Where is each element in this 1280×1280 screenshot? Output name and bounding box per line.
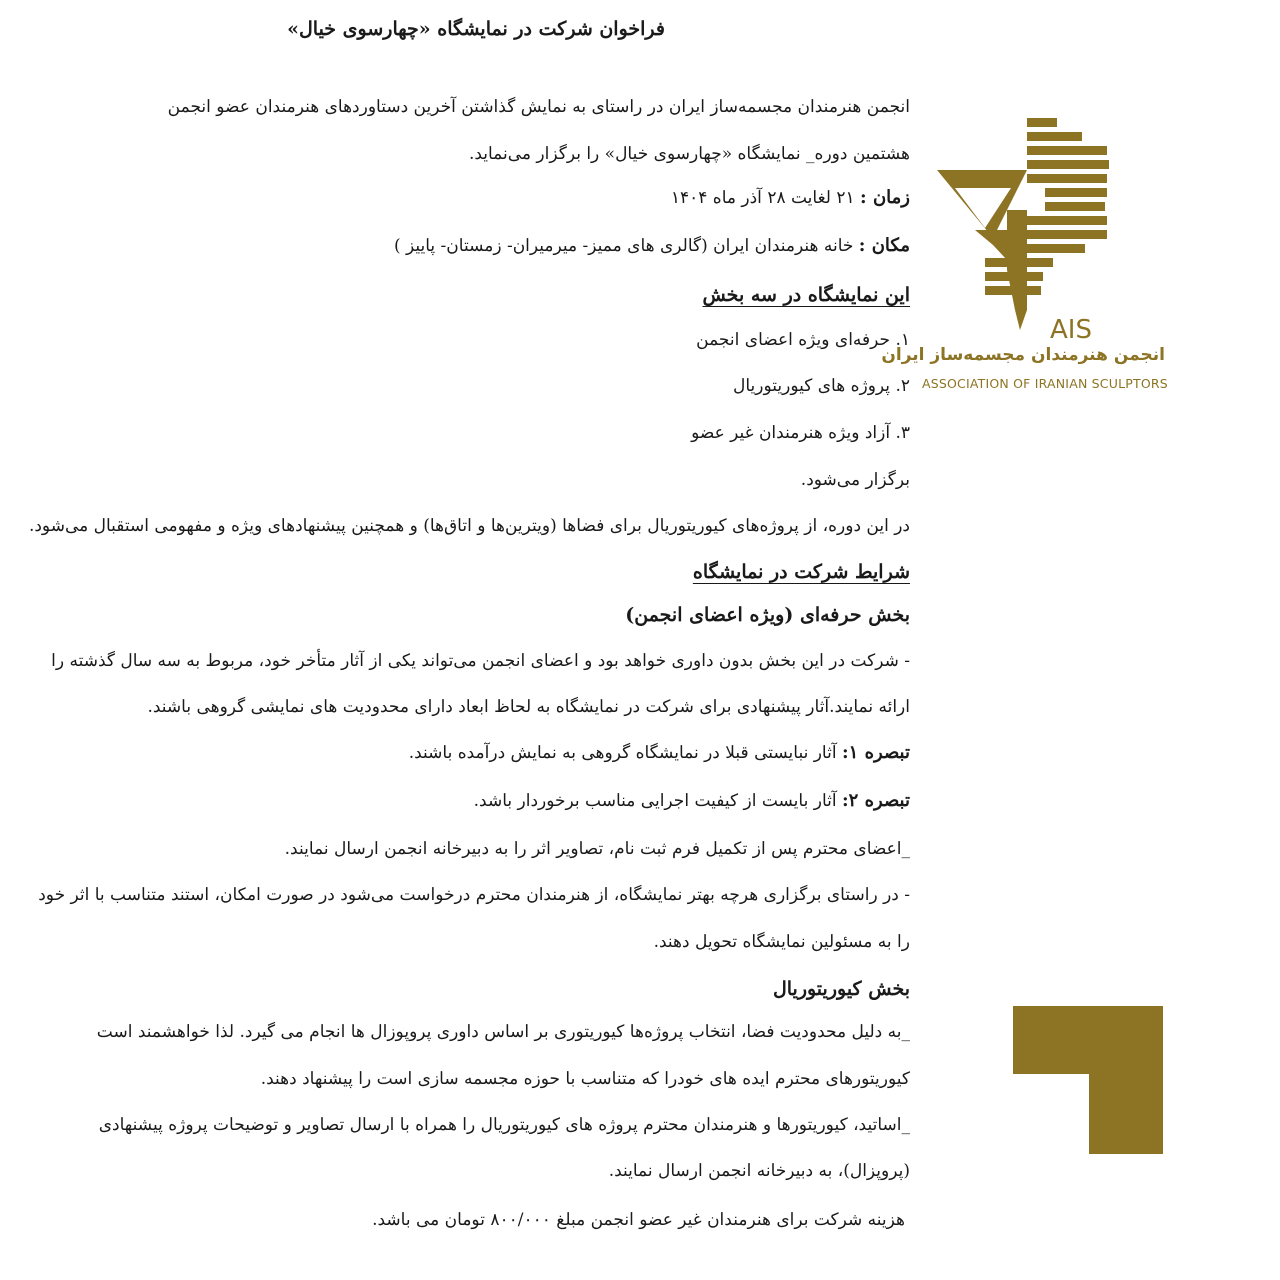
note-1-text: آثار نبایستی قبلا در نمایشگاه گروهی به نمایش درآمده باشند.: [408, 743, 837, 763]
logo-name-en: ASSOCIATION OF IRANIAN SCULPTORS: [922, 376, 1168, 391]
time-row: [671, 187, 910, 209]
curatorial-p2-line-1: _اساتید، کیوریتورها و هنرمندان محترم پروژه های کیوریتوریال را همراه با ارسال تصاویر و توضیحات پروژه پیشنهادی: [98, 1115, 910, 1135]
professional-p1-line-1: - شرکت در این بخش بدون داوری خواهد بود و اعضای انجمن می‌تواند یکی از آثار متأخر خود، مربوط به سه سال گذشته را: [51, 651, 910, 671]
sections-tail: برگزار می‌شود.: [800, 470, 910, 490]
note-2-text: آثار بایست از کیفیت اجرایی مناسب برخوردار باشد.: [473, 791, 837, 811]
participation-fee: هزینه شرکت برای هنرمندان غیر عضو انجمن مبلغ ۸۰۰/۰۰۰ تومان می باشد.: [372, 1210, 905, 1230]
professional-p3-line-1: - در راستای برگزاری هرچه بهتر نمایشگاه، از هنرمندان محترم درخواست می‌شود در صورت امکان، استند متناسب با اثر خود: [38, 885, 910, 905]
note-2-row: [474, 790, 910, 812]
intro-line-2: هشتمین دوره_ نمایشگاه «چهارسوی خیال» را برگزار می‌نماید.: [468, 144, 910, 164]
professional-heading: بخش حرفه‌ای (ویژه اعضای انجمن): [625, 604, 910, 626]
section-item-2: ۲. پروژه های کیوریتوریال: [733, 376, 910, 396]
section-item-3: ۳. آزاد ویژه هنرمندان غیر عضو: [691, 423, 910, 443]
logo-abbreviation: AIS: [1050, 315, 1092, 345]
conditions-heading: شرایط شرکت در نمایشگاه: [692, 561, 910, 583]
page-title: فراخوان شرکت در نمایشگاه «چهارسوی خیال»: [287, 18, 665, 40]
ais-emblem-icon: [915, 110, 1175, 330]
curatorial-p1-line-2: کیوریتورهای محترم ایده های خودرا که متناسب با حوزه مجسمه سازی است را پیشنهاد دهند.: [260, 1069, 910, 1089]
professional-p1-line-2: ارائه نمایند.آثار پیشنهادی برای شرکت در نمایشگاه به لحاظ ابعاد دارای محدودیت های نمایشی گروهی باشند.: [147, 697, 910, 717]
professional-p2: _اعضای محترم پس از تکمیل فرم ثبت نام، تصاویر اثر را به دبیرخانه انجمن ارسال نمایند.: [284, 839, 910, 859]
intro-line-1: انجمن هنرمندان مجسمه‌ساز ایران در راستای به نمایش گذاشتن آخرین دستاوردهای هنرمندان عضو انجمن: [167, 97, 910, 117]
place-value: خانه هنرمندان ایران (گالری های ممیز- میرمیران- زمستان- پاییز ): [393, 236, 854, 256]
sections-heading: این نمایشگاه در سه بخش: [702, 284, 910, 306]
decorative-corner-shape: [1013, 1006, 1163, 1154]
curatorial-p2-line-2: (پروپزال)، به دبیرخانه انجمن ارسال نمایند.: [608, 1161, 910, 1181]
time-value: ۲۱ لغایت ۲۸ آذر ماه ۱۴۰۴: [670, 188, 855, 208]
time-label: زمان :: [860, 187, 910, 208]
section-item-1: ۱. حرفه‌ای ویژه اعضای انجمن: [696, 330, 910, 350]
curatorial-p1-line-1: _به دلیل محدودیت فضا، انتخاب پروژه‌ها کیوریتوری بر اساس داوری پروپوزال ها انجام می گیرد. لذا خواهشمند است: [96, 1022, 910, 1042]
professional-p3-line-2: را به مسئولین نمایشگاه تحویل دهند.: [653, 932, 910, 952]
place-row: [394, 235, 910, 257]
note-1-row: [409, 742, 910, 764]
place-label: مکان :: [858, 235, 910, 256]
note-1-label: تبصره ۱:: [841, 742, 910, 763]
note-2-label: تبصره ۲:: [841, 790, 910, 811]
curatorial-heading: بخش کیوریتوریال: [772, 978, 910, 1000]
sections-note: در این دوره، از پروژه‌های کیوریتوریال برای فضاها (ویترین‌ها و اتاق‌ها) و همچنین پیشنهادهای ویژه و مفهومی استقبال می‌شود.: [28, 516, 910, 536]
logo-name-fa: انجمن هنرمندان مجسمه‌ساز ایران: [881, 345, 1165, 365]
